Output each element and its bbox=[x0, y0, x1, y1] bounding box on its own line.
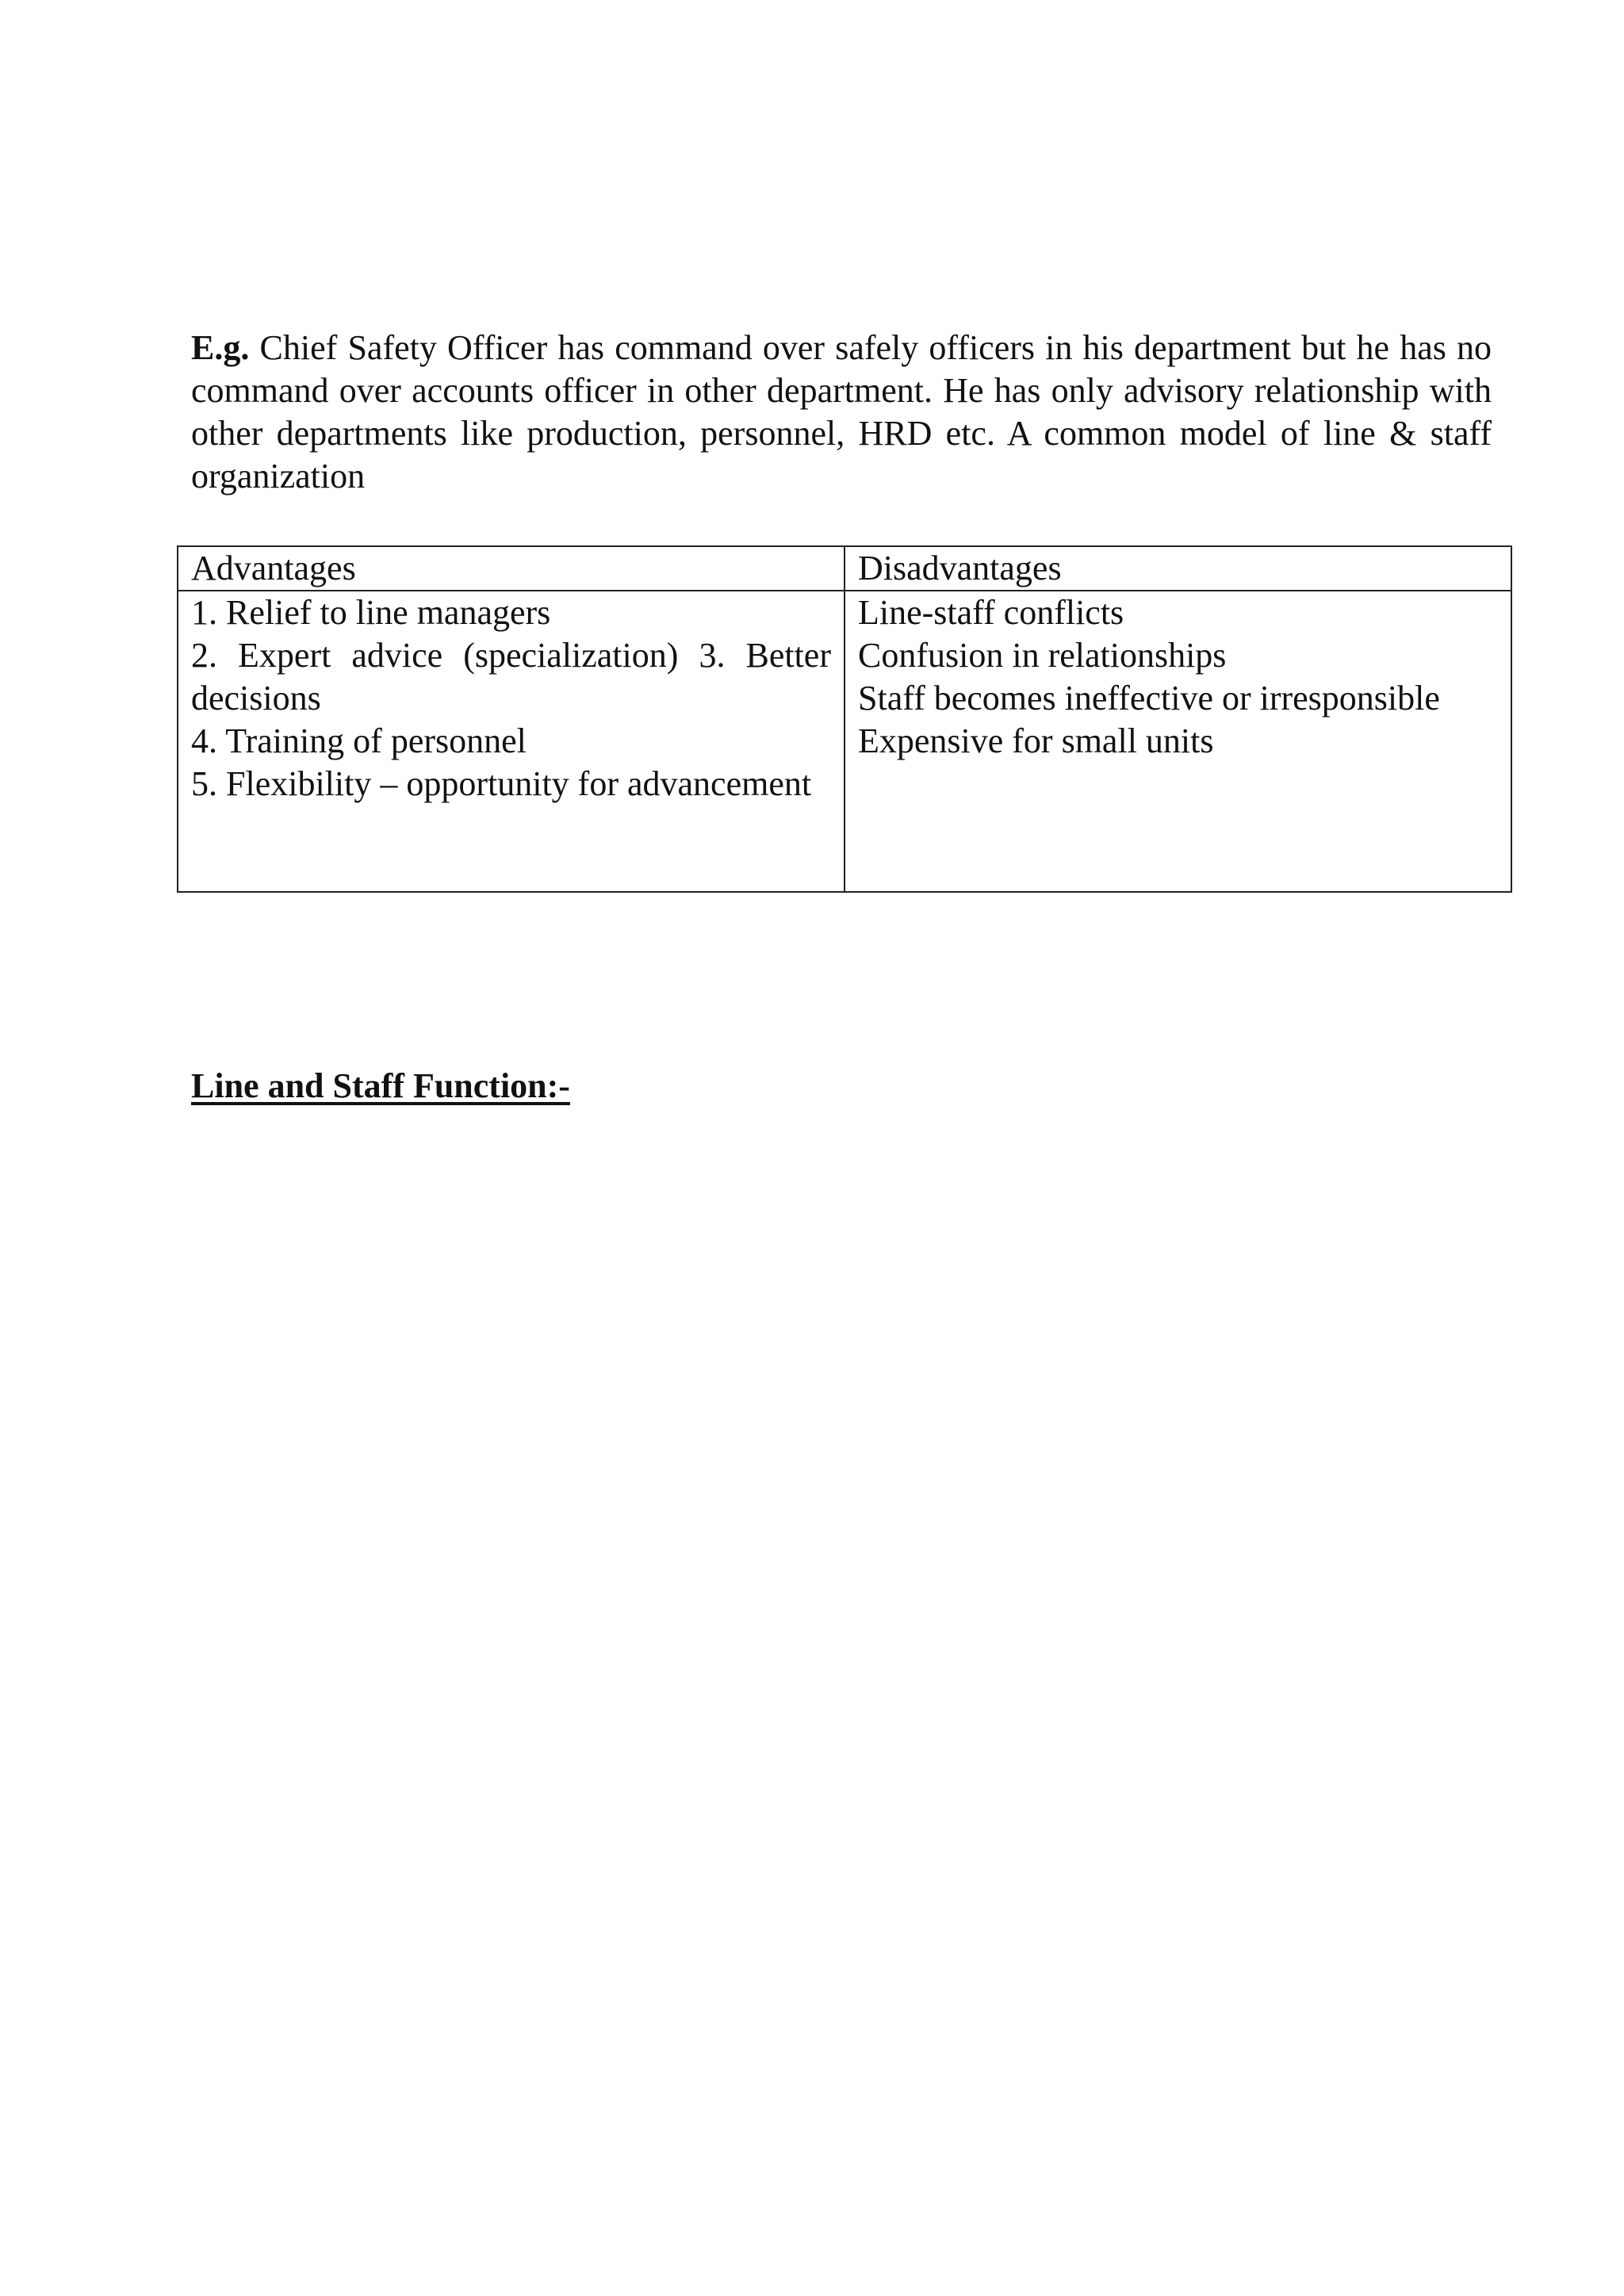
table-header-row bbox=[178, 546, 1511, 591]
advantage-item: 5. Flexibility – opportunity for advancement bbox=[191, 764, 812, 803]
disadvantage-item: Line-staff conflicts bbox=[858, 593, 1124, 632]
intro-paragraph bbox=[191, 327, 1492, 498]
disadvantages-cell bbox=[845, 591, 1511, 892]
intro-lead: E.g. bbox=[191, 328, 250, 367]
section-heading: Line and Staff Function:- bbox=[191, 1066, 570, 1105]
advantages-disadvantages-table bbox=[177, 545, 1512, 893]
disadvantage-item: Confusion in relationships bbox=[858, 636, 1227, 675]
advantage-item: 2. Expert advice (specialization) 3. Better decisions bbox=[191, 636, 831, 718]
advantage-item: 4. Training of personnel bbox=[191, 721, 527, 760]
disadvantage-item: Staff becomes ineffective or irresponsible bbox=[858, 679, 1440, 718]
disadvantages-header: Disadvantages bbox=[845, 546, 1511, 591]
advantage-item: 1. Relief to line managers bbox=[191, 593, 551, 632]
advantages-cell bbox=[178, 591, 845, 892]
table-row bbox=[178, 591, 1511, 892]
intro-text: Chief Safety Officer has command over safely officers in his department but he has no command over accounts officer in other department. He has only advisory relationship with other departments like production, personnel, HRD etc. A common model of line & staff organization bbox=[191, 328, 1492, 496]
disadvantage-item: Expensive for small units bbox=[858, 721, 1214, 760]
advantages-header: Advantages bbox=[178, 546, 845, 591]
